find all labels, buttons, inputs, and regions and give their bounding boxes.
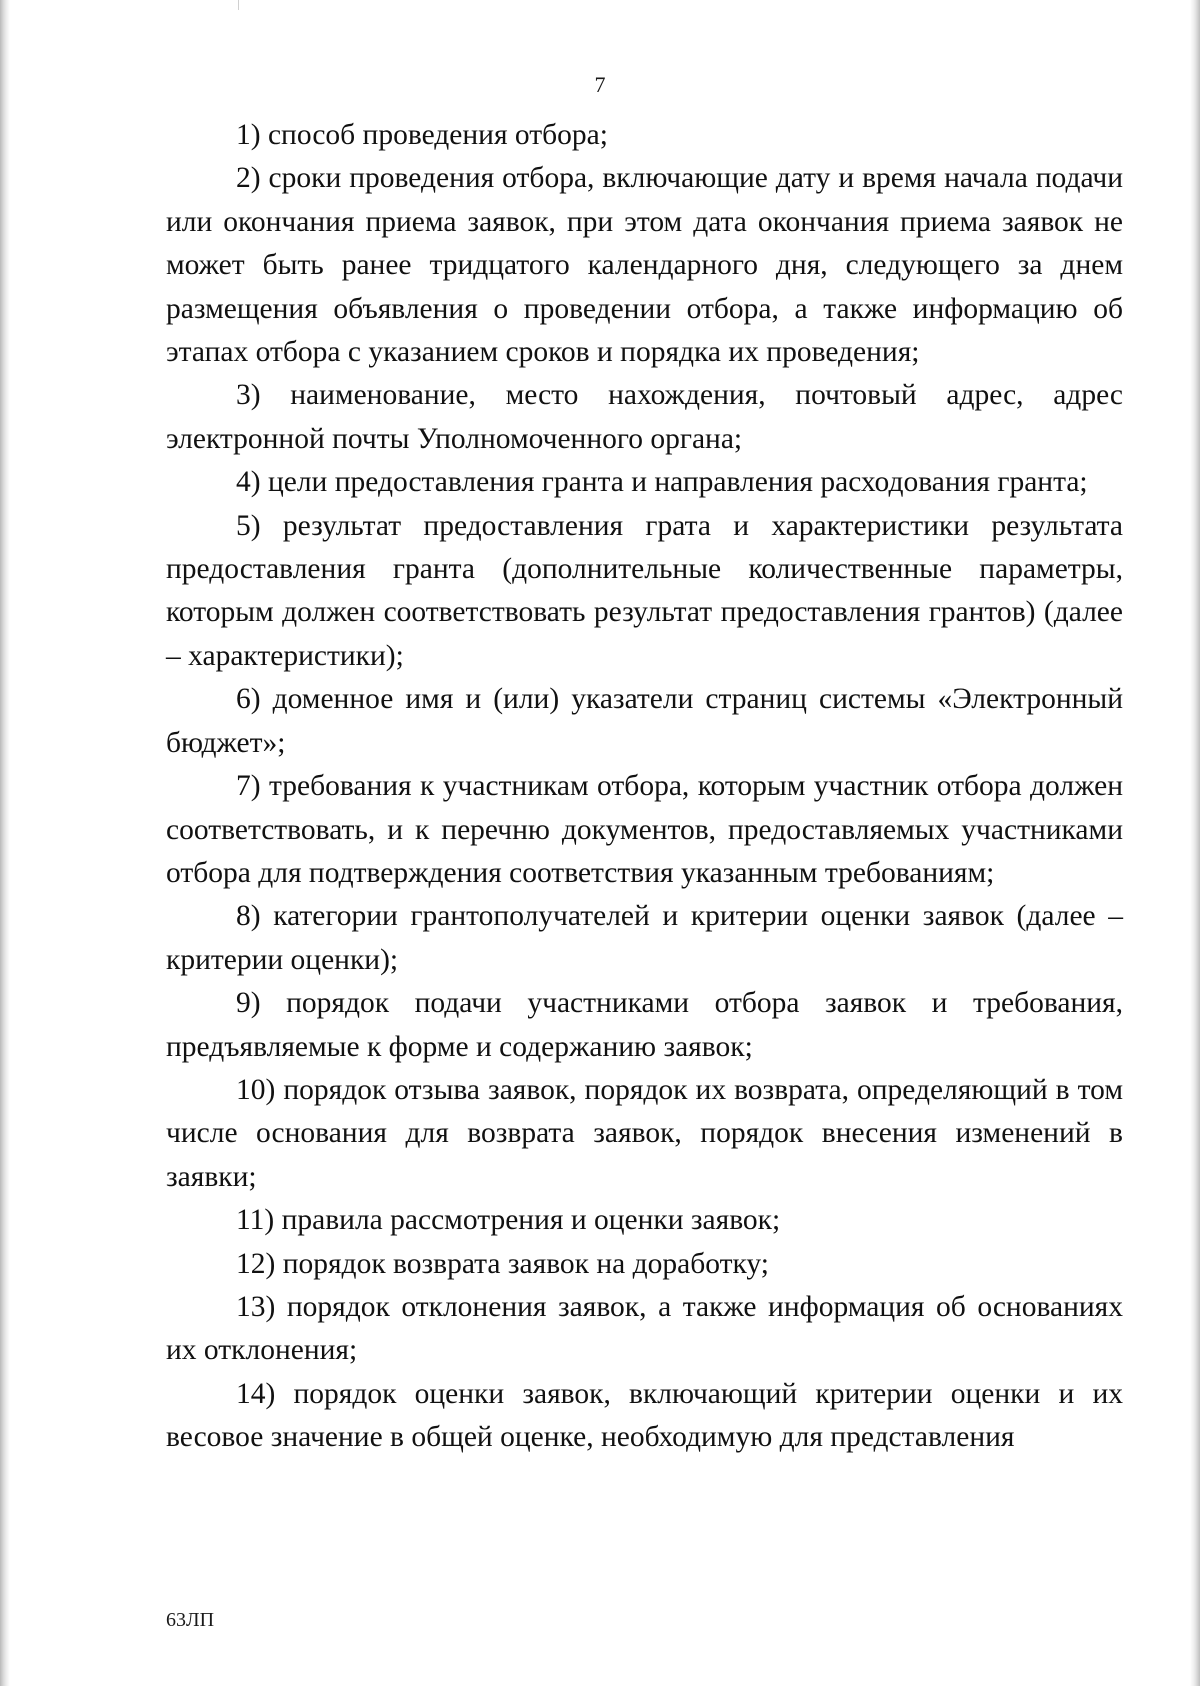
list-item-7: 7) требования к участникам отбора, которым участник отбора должен соответствовать, и к перечню документов, предоставляемых участниками отбора для подтверждения соответствия указанным требованиям;: [166, 770, 1123, 889]
page-number: 7: [594, 72, 606, 97]
scan-mark: [238, 0, 239, 10]
scan-edge-right: [1190, 0, 1200, 1686]
list-item-6: 6) доменное имя и (или) указатели страниц системы «Электронный бюджет»;: [166, 683, 1123, 759]
list-item-8: 8) категории грантополучателей и критерии оценки заявок (далее – критерии оценки);: [166, 900, 1123, 976]
footer-document-code: 63ЛП: [166, 1609, 215, 1631]
list-item-9: 9) порядок подачи участниками отбора заявок и требования, предъявляемые к форме и содержанию заявок;: [166, 987, 1123, 1063]
list-item-13: 13) порядок отклонения заявок, а также информация об основаниях их отклонения;: [166, 1290, 1123, 1367]
list-item-11: 11) правила рассмотрения и оценки заявок;: [236, 1204, 781, 1237]
list-item-10: 10) порядок отзыва заявок, порядок их возврата, определяющий в том числе основания для возврата заявок, порядок внесения изменений в заявки;: [166, 1073, 1123, 1193]
list-item-5: 5) результат предоставления грата и характеристики результата предоставления гранта (дополнительные количественные параметры, которым должен соответствовать результат предоставления грантов) (далее – характеристики);: [166, 509, 1123, 672]
list-item-12: 12) порядок возврата заявок на доработку;: [236, 1247, 769, 1280]
scan-edge-left: [0, 0, 10, 1686]
document-body: [166, 114, 1123, 1460]
list-item-4: 4) цели предоставления гранта и направления расходования гранта;: [236, 466, 1088, 499]
list-item-3: 3) наименование, место нахождения, почтовый адрес, адрес электронной почты Уполномоченного органа;: [166, 379, 1123, 455]
list-item-14: 14) порядок оценки заявок, включающий критерии оценки и их весовое значение в общей оценке, необходимую для представления: [166, 1377, 1123, 1454]
list-item-2: 2) сроки проведения отбора, включающие дату и время начала подачи или окончания приема заявок, при этом дата окончания приема заявок не может быть ранее тридцатого календарного дня, следующего за днем размещения объявления о проведении отбора, а также информацию об этапах отбора с указанием сроков и порядка их проведения;: [166, 162, 1123, 369]
list-item-1: 1) способ проведения отбора;: [236, 119, 608, 151]
